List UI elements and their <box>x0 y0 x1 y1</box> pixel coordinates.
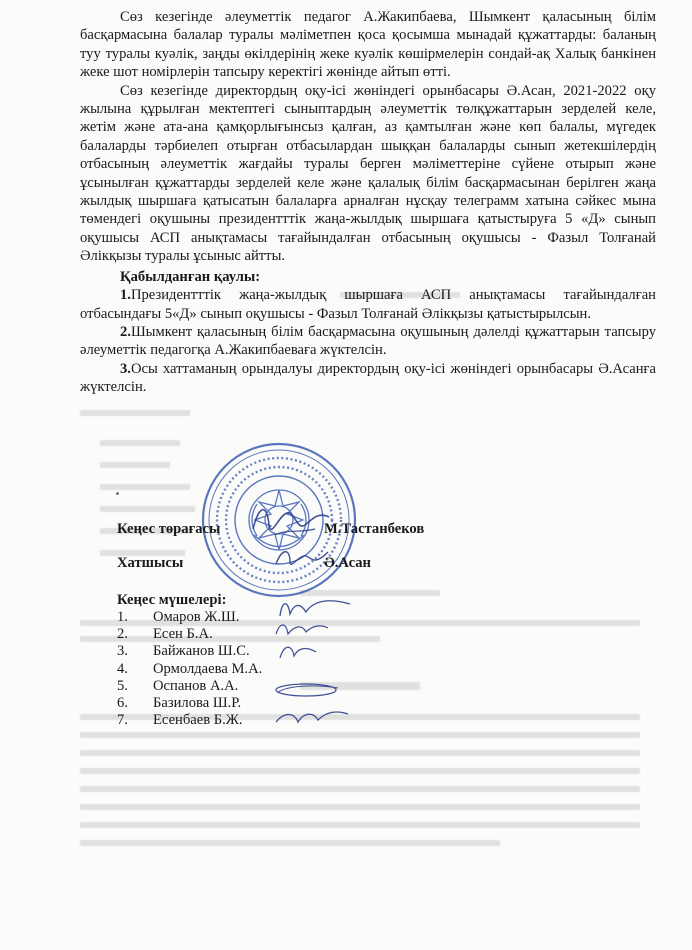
secretary-signature-icon <box>272 544 332 572</box>
member-number: 2. <box>117 626 128 643</box>
decision-number-1: 1. <box>120 287 131 304</box>
decision-text-1: Президентттік жаңа-жылдық шыршаға АСП анықтамасы тағайындалған отбасындағы 5«Д» сынып оқушысы - Фазыл Толғанай Әлікқызы қатыстырылсын. <box>80 287 656 322</box>
decision-item-3 <box>80 360 656 397</box>
member-number: 3. <box>117 643 128 660</box>
list-item <box>117 661 262 678</box>
decision-item-1 <box>80 286 656 323</box>
paragraph-speaker-1: Сөз кезегінде әлеуметтік педагог А.Жакипбаева, Шымкент қаласының білім басқармасына балалар туралы мәліметпен қоса қосымша мынадай құжаттарды: баланың туу туралы куәлік, заңды өкілдерінің жеке куәлік көшірмелерін сондай-ақ Халық банкінен жеке шот номірлерін тапсыру керектігі жөнінде айтып өтті. <box>80 9 656 81</box>
chair-name: М.Тастанбеков <box>324 521 425 537</box>
member-number: 6. <box>117 695 128 712</box>
member-number: 4. <box>117 660 128 677</box>
member-number: 5. <box>117 677 128 694</box>
members-label: Кеңес мүшелері: <box>117 592 227 608</box>
document-body <box>80 8 656 397</box>
member-name: Базилова Ш.Р. <box>153 695 242 712</box>
list-item <box>117 712 262 729</box>
member-name: Ормолдаева М.А. <box>153 660 263 677</box>
decision-item-2 <box>80 323 656 360</box>
member-name: Байжанов Ш.С. <box>153 643 250 660</box>
member-5-signature-icon <box>272 680 342 700</box>
decision-text-2: Шымкент қаласының білім басқармасына оқушының дәлелді құжаттарын тапсыру әлеуметтік педагогқа А.Жакипбаеваға жүктелсін. <box>80 323 656 359</box>
member-2-signature-icon <box>272 618 332 640</box>
decision-number-2: 2. <box>120 323 131 340</box>
decisions-heading: Қабылданған қаулы: <box>120 268 261 285</box>
member-number: 7. <box>117 712 128 729</box>
chair-label: Кеңес төрағасы <box>117 521 221 537</box>
member-number: 1. <box>117 609 128 625</box>
member-name: Есен Б.А. <box>153 626 213 643</box>
list-item <box>117 626 262 643</box>
member-name: Омаров Ж.Ш. <box>153 609 240 625</box>
secretary-label: Хатшысы <box>117 555 184 571</box>
member-3-signature-icon <box>276 640 320 664</box>
decision-number-3: 3. <box>120 360 131 377</box>
members-list <box>117 609 262 729</box>
list-item <box>117 643 262 660</box>
ink-dot <box>116 492 119 495</box>
list-item <box>117 678 262 695</box>
chair-signature-icon <box>245 495 335 545</box>
decision-text-3: Осы хаттаманың орындалуы директордың оқу-ісі жөніндегі орынбасары Ә.Асанға жүктелсін. <box>80 360 656 396</box>
list-item <box>117 695 262 712</box>
paragraph-speaker-2: Сөз кезегінде директордың оқу-ісі жөніндегі орынбасары Ә.Асан, 2021-2022 оқу жылына құрылған мектептегі сыныптардың әлеуметтік төлқұжаттарын зерделей келе, жетім және ата-ана қамқорлығынсыз қалған, аз қамтылған және көп балалы, мүгедек балаларды тәрбиелеп отырған отбасылардан шыққан балаларды сынып жетекшілердің отбасының әлеуметтік жағдайы туралы берген мәліметтеріне сүйене отырып және ұсынылған құжаттарды зерделей келе және қалалық білім басқармасынан берілген жаңа жылдық шыршаға қатысатын балаларға арналған нұсқау телеграмм хатына сәйкес мына төмендегі оқушыны президентттік жаңа-жылдық шыршаға қатыстыруға 5 «Д» сынып оқушысы АСП анықтамасы тағайындалған отбасының оқушысы - Фазыл Толғанай Әлікқызы туралы ұсыныс айтты. <box>80 82 656 265</box>
secretary-name: Ә.Асан <box>324 555 371 571</box>
member-name: Оспанов А.А. <box>153 677 239 694</box>
member-7-signature-icon <box>272 706 352 730</box>
list-item <box>117 609 262 626</box>
member-name: Есенбаев Б.Ж. <box>153 712 243 729</box>
